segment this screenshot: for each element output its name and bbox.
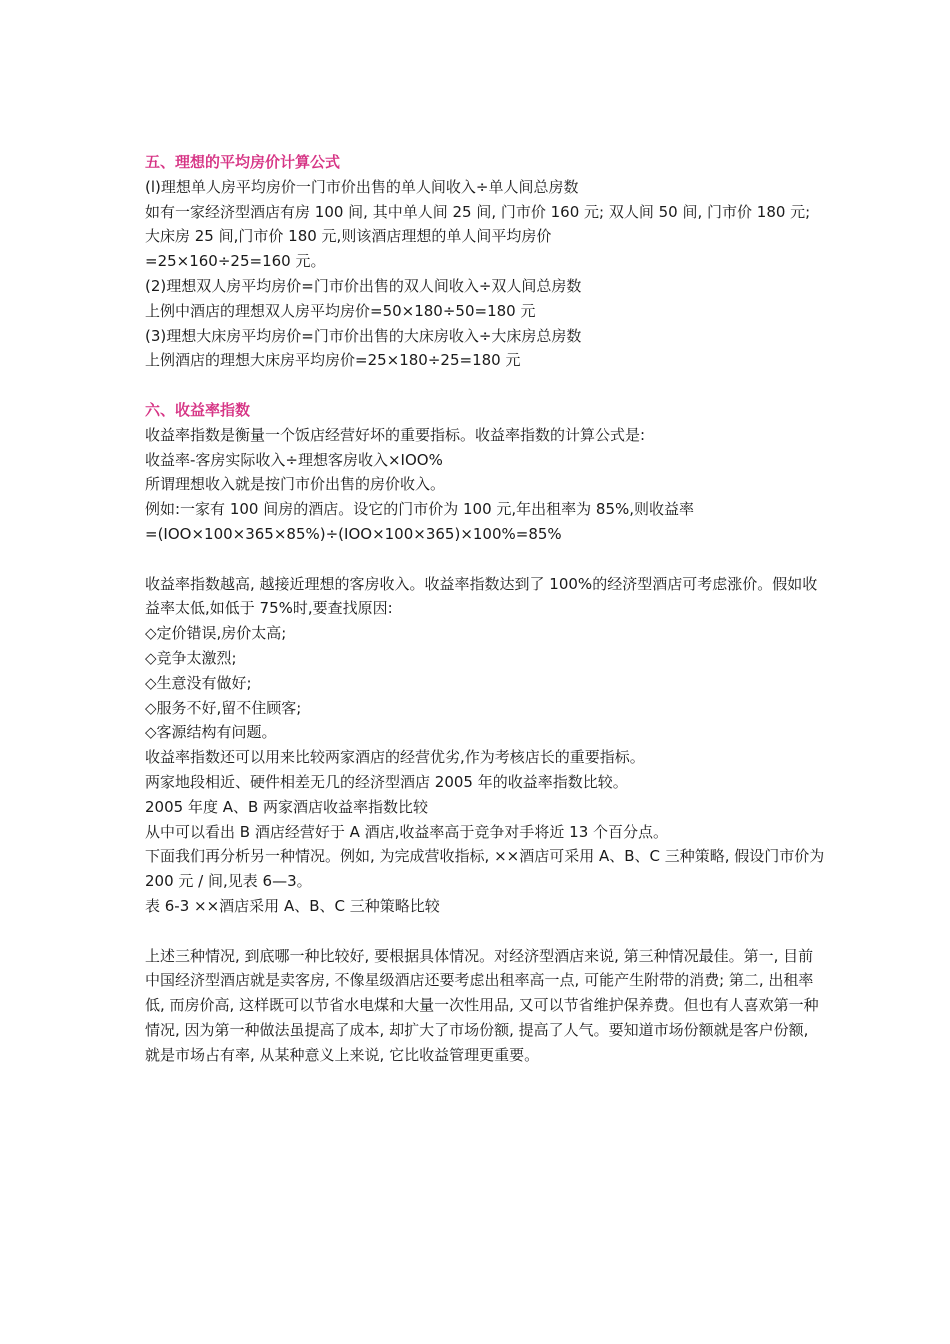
section-heading: 六、收益率指数 [145,400,251,419]
bullet-item: ◇客源结构有问题。 [145,723,277,742]
bullet-item: ◇服务不好,留不住顾客; [145,698,302,717]
spacer [145,547,825,572]
table-caption: 表 6-3 ××酒店采用 A、B、C 三种策略比较 [145,896,440,915]
paragraph: 下面我们再分析另一种情况。例如, 为完成营收指标, ××酒店可采用 A、B、C 三种策略, 假设门市价为 200 元 / 间,见表 6—3。 [145,847,825,891]
section-strategy-conclusion [145,944,825,1068]
paragraph: 收益率指数越高, 越接近理想的客房收入。收益率指数达到了 100%的经济型酒店可考虑涨价。假如收益率太低,如低于 75%时,要查找原因: [145,574,818,618]
paragraph: 两家地段相近、硬件相差无几的经济型酒店 2005 年的收益率指数比较。 [145,772,628,791]
paragraph: 例如:一家有 100 间房的酒店。设它的门市价为 100 元,年出租率为 85%,则收益率 [145,500,695,519]
bullet-item: ◇竞争太激烈; [145,648,237,667]
paragraph: 上例中酒店的理想双人房平均房价=50×180÷50=180 元 [145,301,536,320]
section-yield-analysis [145,572,825,919]
paragraph: (3)理想大床房平均房价=门市价出售的大床房收入÷大床房总房数 [145,326,582,345]
spacer [145,919,825,944]
section-yield-index [145,398,825,547]
paragraph: (2)理想双人房平均房价=门市价出售的双人间收入÷双人间总房数 [145,276,582,295]
paragraph: 上例酒店的理想大床房平均房价=25×180÷25=180 元 [145,351,521,370]
document-page [145,150,825,1067]
paragraph: 收益率指数还可以用来比较两家酒店的经营优劣,作为考核店长的重要指标。 [145,748,645,767]
paragraph: 从中可以看出 B 酒店经营好于 A 酒店,收益率高于竞争对手将近 13 个百分点。 [145,822,669,841]
paragraph: (l)理想单人房平均房价一门市价出售的单人间收入÷单人间总房数 [145,177,579,196]
paragraph: 收益率-客房实际收入÷理想客房收入×IOO% [145,450,443,469]
paragraph: 所谓理想收入就是按门市价出售的房价收入。 [145,475,446,494]
section-heading: 五、理想的平均房价计算公式 [145,153,341,171]
bullet-item: ◇定价错误,房价太高; [145,624,287,643]
bullet-item: ◇生意没有做好; [145,673,252,692]
spacer [145,373,825,398]
paragraph: 如有一家经济型酒店有房 100 间, 其中单人间 25 间, 门市价 160 元; 双人间 50 间, 门市价 180 元;大床房 25 间,门市价 180 元,则该酒店理想的单人间平均房价 [145,202,811,246]
paragraph: =(IOO×100×365×85%)÷(IOO×100×365)×100%=85% [145,524,562,543]
paragraph: 收益率指数是衡量一个饭店经营好坏的重要指标。收益率指数的计算公式是: [145,425,646,444]
table-caption: 2005 年度 A、B 两家酒店收益率指数比较 [145,797,429,816]
paragraph: =25×160÷25=160 元。 [145,252,326,271]
paragraph: 上述三种情况, 到底哪一种比较好, 要根据具体情况。对经济型酒店来说, 第三种情况最佳。第一, 目前中国经济型酒店就是卖客房, 不像星级酒店还要考虑出租率高一点, 可能产生附带的消费; 第二, 出租率低, 而房价高, 这样既可以节省水电煤和大量一次性用品, 又可以节省维护保养费。但也有人喜欢第一种情况, 因为第一种做法虽提高了成本, 却扩大了市场份额, 提高了人气。要知道市场份额就是客户份额, 就是市场占有率, 从某种意义上来说, 它比收益管理更重要。 [145,946,819,1064]
section-ideal-average-room-rate [145,150,825,373]
